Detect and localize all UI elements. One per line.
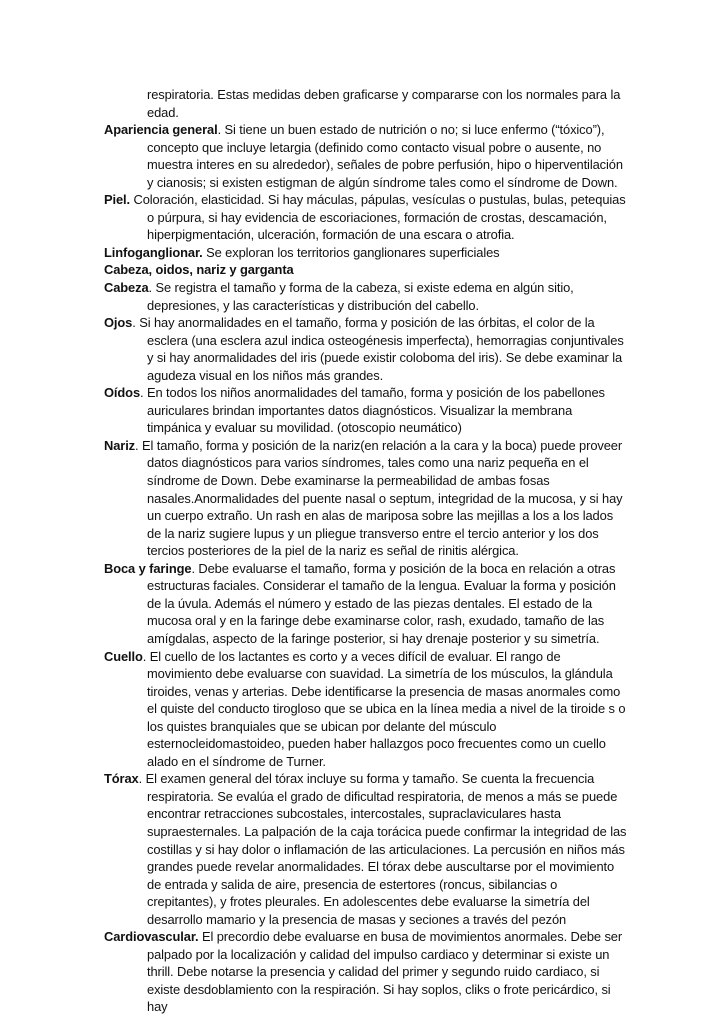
section-text: . En todos los niños anormalidades del tamaño, forma y posición de los pabellones auriculares brindan importantes datos diagnósticos. Visualizar la membrana timpánica y evaluar su movilidad. (otoscopio neumático) (140, 385, 605, 436)
section-cardiovascular (104, 928, 628, 1016)
section-heading: Oídos (104, 385, 141, 401)
section-text: . Debe evaluarse el tamaño, forma y posición de la boca en relación a otras estructuras faciales. Considerar el tamaño de la lengua. Evaluar la forma y posición de la úvula. Además el número y estado de las piezas dentales. El estado de la mucosa oral y en la faringe debe examinarse color, rash, exudado, tamaño de las amígdalas, aspecto de la faringe posterior, si hay drenaje posterior y su simetría. (147, 560, 616, 646)
section-text: Coloración, elasticidad. Si hay máculas, pápulas, vesículas o pustulas, bulas, petequias o púrpura, si hay evidencia de escoriaciones, formación de crostas, descamación, hiperpigmentación, ulceración, formación de una escara o atrofia. (130, 192, 626, 243)
section-heading: Apariencia general (104, 122, 218, 138)
continuation-paragraph: respiratoria. Estas medidas deben graficarse y compararse con los normales para la edad. (147, 87, 621, 120)
section-text: . Se registra el tamaño y forma de la cabeza, si existe edema en algún sitio, depresiones, y las características y distribución del cabello. (147, 280, 574, 313)
section-oidos (104, 384, 628, 437)
section-cuello (104, 648, 628, 771)
section-piel (104, 191, 628, 244)
section-text: . El cuello de los lactantes es corto y a veces difícil de evaluar. El rango de movimiento debe evaluarse con suavidad. La simetría de los músculos, la glándula tiroides, venas y arterias. Debe identificarse la presencia de masas anormales como el quiste del conducto tirogloso que se ubica en la línea media a nivel de la tiroide s o los quistes branquiales que se ubican por delante del músculo esternocleidomastoideo, pueden haber hallazgos poco frecuentes como un cuello alado en el síndrome de Turner. (142, 648, 626, 769)
section-cabeza (104, 279, 628, 314)
section-nariz (104, 437, 628, 560)
section-text: . Si hay anormalidades en el tamaño, forma y posición de las órbitas, el color de la esclera (una esclera azul indica osteogénesis imperfecta), hemorragias conjuntivales y si hay anormalidades del iris (puede existir coloboma del iris). Se debe examinar la agudeza visual en los niños más grandes. (132, 315, 624, 383)
section-heading: Cabeza, oidos, nariz y garganta (104, 262, 294, 278)
section-torax (104, 770, 628, 928)
section-heading: Piel. (104, 192, 131, 208)
section-text: Se exploran los territorios ganglionares superficiales (202, 244, 500, 260)
section-linfoganglionar (104, 244, 628, 262)
document-page (104, 86, 628, 1016)
section-heading: Linfoganglionar. (104, 244, 203, 260)
section-heading: Cabeza (104, 280, 149, 296)
section-ojos (104, 314, 628, 384)
section-text: . El examen general del tórax incluye su forma y tamaño. Se cuenta la frecuencia respiratoria. Se evalúa el grado de dificultad respiratoria, de menos a más se puede encontrar retracciones subcostales, intercostales, supraclaviculares hasta supraesternales. La palpación de la caja torácica puede confirmar la integridad de las costillas y si hay dolor o inflamación de las articulaciones. La percusión en niños más grandes puede revelar anormalidades. El tórax debe auscultarse por el movimiento de entrada y salida de aire, presencia de estertores (roncus, sibilancias o crepitantes), y frotes pleurales. En adolescentes debe evaluarse la simetría del desarrollo mamario y la presencia de masas y seciones a través del pezón (138, 771, 627, 927)
section-text: . El tamaño, forma y posición de la nariz(en relación a la cara y la boca) puede proveer datos diagnósticos para varios síndromes, tales como una nariz pequeña en el síndrome de Down. Debe examinarse la permeabilidad de ambas fosas nasales.Anormalidades del puente nasal o septum, integridad de la mucosa, y si hay un cuerpo extraño. Un rash en alas de mariposa sobre las mejillas a los a los lados de la nariz sugiere lupus y un pliegue transverso entre el tercio anterior y los dos tercios posteriores de la piel de la nariz es señal de rinitis alérgica. (135, 437, 623, 559)
section-heading: Cardiovascular. (104, 929, 199, 945)
section-heading: Tórax (104, 771, 139, 787)
section-boca-y-faringe (104, 560, 628, 648)
section-heading: Cuello (104, 648, 143, 664)
section-text: . Si tiene un buen estado de nutrición o no; si luce enfermo (“tóxico”), concepto que incluye letargia (definido como contacto visual pobre o ausente, no muestra interes en su alrededor), señales de pobre perfusión, hipo o hiperventilación y cianosis; si existen estigman de algún síndrome tales como el síndrome de Down. (147, 122, 623, 190)
section-cabeza-oidos-nariz-garganta (104, 261, 628, 279)
section-heading: Ojos (104, 315, 133, 331)
section-text: El precordio debe evaluarse en busa de movimientos anormales. Debe ser palpado por la localización y calidad del impulso cardiaco y determinar si existe un thrill. Debe notarse la presencia y calidad del primer y segundo ruido cardiaco, si existe desdoblamiento con la respiración. Si hay soplos, cliks o frote pericárdico, si hay (147, 929, 623, 1015)
section-heading: Boca y faringe (104, 560, 192, 576)
section-heading: Nariz (104, 437, 136, 453)
section-apariencia-general (104, 121, 628, 191)
